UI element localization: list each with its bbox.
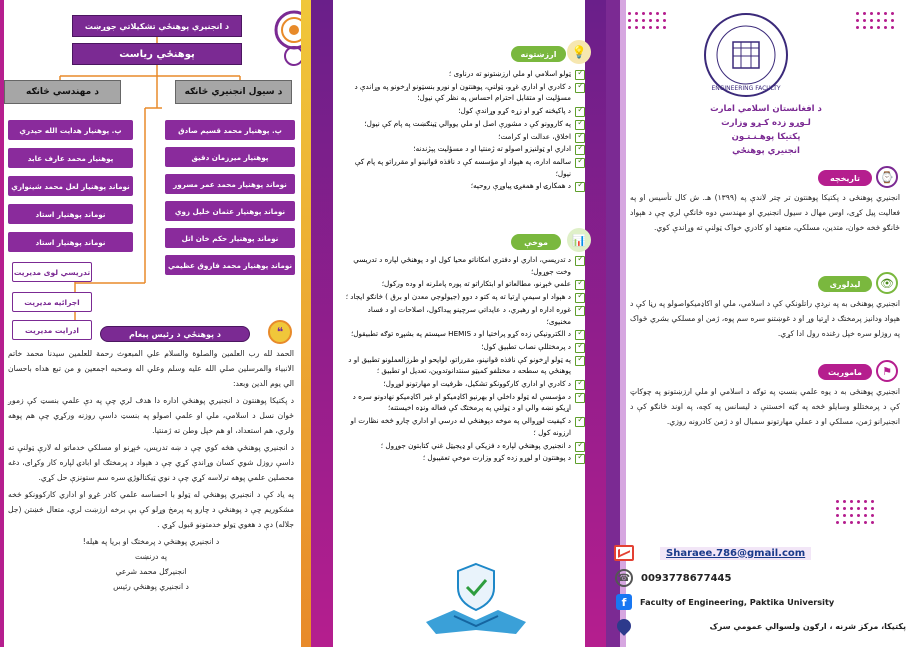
header-line: د افغانستان اسلامي امارت	[710, 104, 822, 114]
seal-text: ENGINEERING FACULTY	[711, 85, 781, 92]
mech-staff-item: نوماند پوهنيار استاد	[8, 232, 133, 252]
values-item: اخلاق، عدالت او کرامت؛ ✓	[341, 131, 585, 143]
quote-badge-icon: ❝	[268, 320, 292, 344]
goals-item: په ټولو اړخونو کې نافذه قوانينو، مقرراتو، لوايحو او طرزالعملونو تطبيق او د پوهنځي په سطحه د مختلفو کميټو سنتدانوتدوين، تعديل او تطبيق ؛ ✓	[341, 354, 585, 377]
civil-staff-item: پ. پوهنيار محمد قسيم صادق	[165, 120, 295, 140]
phone-icon: ☎	[615, 569, 633, 587]
civil-staff-list	[165, 120, 295, 282]
civil-dept-box: د سيول انجنيري څانګه	[175, 80, 292, 104]
handshake-shield-icon	[416, 560, 536, 640]
dean-message-paragraph: د پکتيکا پوهنتون د انجنيري پوهنځي اداره دا هدف لري چې په دې علمي بنسټ کې زموږ ځوان نسل د اسلامي، ملي او علمي اصولو په بنسټ داسې روزنه ورکړي چې هم پوهه ولري، هم استعداد، او هم خپل وطن ته ژمنتيا.	[8, 396, 294, 435]
admin-box-executive: اجرائيه مديريت	[12, 292, 92, 312]
civil-staff-item: پوهنيار ميرزمان دقيق	[165, 147, 295, 167]
goals-list	[341, 254, 585, 465]
faculty-seal-logo	[703, 12, 789, 98]
dot-pattern-top-right	[856, 12, 894, 29]
ornament-mandala-icon	[272, 8, 301, 68]
values-item: سالمه اداره، په هېواد او مؤسسه کې د نافذه قوانينو او مقرراتو په پام کې نيول؛ ✓	[341, 156, 585, 179]
values-goals-panel	[301, 0, 606, 647]
goals-item: د تدريسي، اداري او دفتري امکاناتو محيا کول او د پوهنځي لپاره د تدريسي وخت جوړول؛ ✓	[341, 254, 585, 277]
institution-header	[626, 102, 906, 158]
history-header: تاريخچه	[818, 170, 872, 186]
history-text: انجنيري پوهنځی د پکتيکا پوهنتون تر چتر لاندې په (۱۳۹۹) هـ. ش کال تأسيس او په فعاليت پيل کړی، اوس مهال د سيول انجنيري او مهندسي دوه څانګې لري چې د هېواد ځانګو څخه خوان، متدين، مسلکي، متعهد او کادري خواک ټولنې ته وړاندې کوي.	[630, 193, 900, 232]
email-link[interactable]: Sharaee.786@gmail.com	[660, 547, 811, 560]
org-panel	[0, 0, 301, 647]
mech-staff-item: پوهنيار محمد عارف عابد	[8, 148, 133, 168]
mech-staff-item: نوماند پوهنيار استاد	[8, 204, 133, 224]
email-row	[610, 540, 906, 566]
values-item: د پاکيڅنه کړو او زړه کړو وړاندې کول؛ ✓	[341, 105, 585, 117]
mission-text: انجنيري پوهنځی به د يوه علمي بنسټ په توګه د اسلامي او ملي ارزښتونو په چوکاټ کې د پرمختللو وسايلو څخه په ګټه اخستنې د ليسانس په کچه، په اوند ځانګو کې د انجنيرانو ژمن، مسلکي او د عملي مهارتونو سمبال او د ژمن کادرونه روزي.	[630, 387, 900, 426]
header-line: لـوړو زده کـړو وزارت	[721, 118, 811, 128]
dean-message-closing: په درنښت	[135, 552, 167, 561]
mission-icon: ⚑	[876, 360, 898, 382]
history-icon: ⌚	[876, 166, 898, 188]
values-list	[341, 68, 585, 193]
goals-item: د کادري او اداري کارکوونکو تشکيل، ظرفيت او مهارتونو لوړول؛ ✓	[341, 378, 585, 390]
mech-staff-item: پ. پوهنيار هدايت الله حيدري	[8, 120, 133, 140]
header-line: پکتيکا پوهـنـتـون	[731, 132, 801, 142]
dean-message-paragraph: الحمد لله رب العلمين والصلوة والسلام علي المبعوث رحمة للعلمين سيدنا محمد خاتم الانبياء والمرسلين صلي الله عليه وسلم وعلي اله وصحبه اجمعين و من تبع هداه باحسان الي يوم الدين وبعد:	[8, 349, 294, 388]
info-panel	[606, 0, 910, 647]
header-line: انجنيري پوهنځي	[732, 146, 800, 156]
vision-header: ليدلوری	[818, 276, 872, 292]
mission-header: ماموريت	[818, 364, 872, 380]
facebook-page[interactable]: Faculty of Engineering, Paktika University	[640, 597, 835, 607]
gold-stripe	[301, 0, 311, 647]
goals-item: د الکترونيکي زده کړو پراختيا او د HEMIS سيستم په بشپړه توګه تطبيقول؛ ✓	[341, 328, 585, 340]
right-purple-stripe	[585, 0, 606, 647]
admin-box-admin: ادرايت مديريت	[12, 320, 92, 340]
vision-icon: 👁	[876, 272, 898, 294]
civil-staff-item: نوماند پوهنيار حکم خان اتل	[165, 228, 295, 248]
goals-item: د انجنيري پوهنځي لپاره د فزيکي او ډيجيټل غني کتابتون جوړول ؛ ✓	[341, 440, 585, 452]
address-row	[610, 614, 906, 638]
org-chart-title: د انجنيري پوهنځي تشکيلاتي جوړښت	[72, 15, 242, 37]
dean-signature-title: د انجنيري پوهنځي رئيس	[113, 582, 189, 591]
goals-item: د هېواد او سيمې اړتيا ته په کتو د دوو (جيولوجي معدن او برق ) څانګو ايجاد ؛ ✓	[341, 291, 585, 303]
goals-item: د پوهنتون او لوړو زده کړو وزارت موخې تعقيبول ؛ ✓	[341, 452, 585, 464]
dean-message-paragraph: په ياد کې د انجنيري پوهنځي له ټولو با احساسه علمي کادر غړو او اداري کارکوونکو څخه مشکوريم چې د پوهنځي د چارو په پرمخ وړلو کې بې برخه ارزښت لري، متعال څښتن (جل جلاله) دې د هغوي ټولو خدمتونو قبول کړي .	[8, 490, 294, 529]
phone-number[interactable]: 0093778677445	[641, 572, 732, 584]
goals-chart-icon: 📊	[567, 228, 591, 252]
goals-item: علمي څېړنو، مطالعاتو او ابتکاراتو ته پوره پاملرنه او وده ورکول؛ ✓	[341, 278, 585, 290]
dean-message-header: د پوهنځي د رئيس پيغام	[100, 326, 250, 342]
goals-item: د کيفيت لوړوالي په موخه دپوهنځي له درسي او اداري چارو څخه نظارت او ارزونه کول ؛ ✓	[341, 415, 585, 438]
values-header: ارزښتونه	[511, 46, 566, 62]
mech-staff-item: نوماند پوهنيار لعل محمد شينواري	[8, 176, 133, 196]
facebook-row	[610, 590, 906, 614]
dot-pattern-bottom	[836, 500, 874, 524]
gmail-icon	[614, 545, 634, 561]
values-item: په کاروونو کې د مشورې اصل او ملي يووالي ټينګښت په پام کې نيول؛ ✓	[341, 118, 585, 130]
values-item: اداري او ټولنيزو اصولو ته ژمنتيا او د مسؤليت پېژندنه؛ ✓	[341, 143, 585, 155]
dot-pattern-top-left	[628, 12, 666, 29]
lightbulb-icon: 💡	[567, 40, 591, 64]
dean-message-paragraph: د انجنيري پوهنځي هڅه کوي چې د ښه تدريس، څېړنو او مسلکي خدماتو له لارې ټولنې ته داسې روزل شوي کسان وړاندې کړي چې د هېواد د پرمختګ او ابادۍ لپاره کار وکړای، دغه محصلين علمي پوهه ترلاسه کړي چې د نوي ټيکنالوژۍ سره سم ستونزې حل کړي.	[8, 443, 294, 482]
mechanical-dept-box: د مهندسي څانګه	[4, 80, 121, 104]
civil-staff-item: نوماند پوهنيار محمد فاروق عظيمي	[165, 255, 295, 275]
goals-header: موخې	[511, 234, 561, 250]
dean-box: پوهنځي رياست	[72, 43, 242, 65]
civil-staff-item: نوماند پوهنيار عثمان خليل زوي	[165, 201, 295, 221]
values-item: د کادري او اداري غړو، ټولنې، پوهنتون او نورو بنسټونو اړخونو په وړاندې د مسؤليت او متقابل احترام احساس په نظر کې نيول؛ ✓	[341, 81, 585, 104]
goals-item: د مؤسسې له ټولو داخلي او بهرنيو اکاډميکو او غير اکاډميکو نهادونو سره د اړيکو نښه والي او د ټولنې په پرمختګ کې فعاله ونډه اخيستنه؛ ✓	[341, 391, 585, 414]
purple-stripe	[311, 0, 333, 647]
dean-message-body	[8, 346, 294, 594]
goals-item: غوره اداره او رهبري، د عايداتي سرچينو پيداکول، اصلاحات او د فساد مخنيوی؛ ✓	[341, 304, 585, 327]
dean-message-closing: د انجنيري پوهنځي د پرمختګ او بريا په هيله!	[82, 537, 220, 546]
values-item: د همکارۍ او همغږۍ پياوړې روحيه؛ ✓	[341, 180, 585, 192]
facebook-icon: f	[616, 594, 632, 610]
phone-row	[610, 566, 906, 590]
mech-staff-list	[8, 120, 133, 260]
goals-item: د پرمختللې نصاب تطبيق کول؛ ✓	[341, 341, 585, 353]
civil-staff-item: نوماند پوهنيار محمد عمر مسرور	[165, 174, 295, 194]
dean-signature-name: انجنيرګل محمد شرعي	[115, 567, 187, 576]
admin-box-teaching: تدريسي لوی مديريت	[12, 262, 92, 282]
contact-block	[610, 540, 906, 638]
location-pin-icon	[614, 616, 634, 636]
values-item: ټولو اسلامي او ملي ارزښتونو ته درناوی ؛ ✓	[341, 68, 585, 80]
vision-text: انجنيري پوهنځی به په نږدې راتلونکي کې د اسلامي، ملي او اکاډميکواصولو په رڼا کې د هېواد ودانيز پرمختګ د اړتيا وړ او د غوښتنو سره سم پوه، ژمن او مسلکي بشري ځواک په روزلو سره خپل رغنده رول ادا کړي.	[630, 299, 900, 338]
address-text: پکتيکا، مرکز شرنه ، ارګون ولسوالي عمومي سرک	[709, 621, 906, 631]
